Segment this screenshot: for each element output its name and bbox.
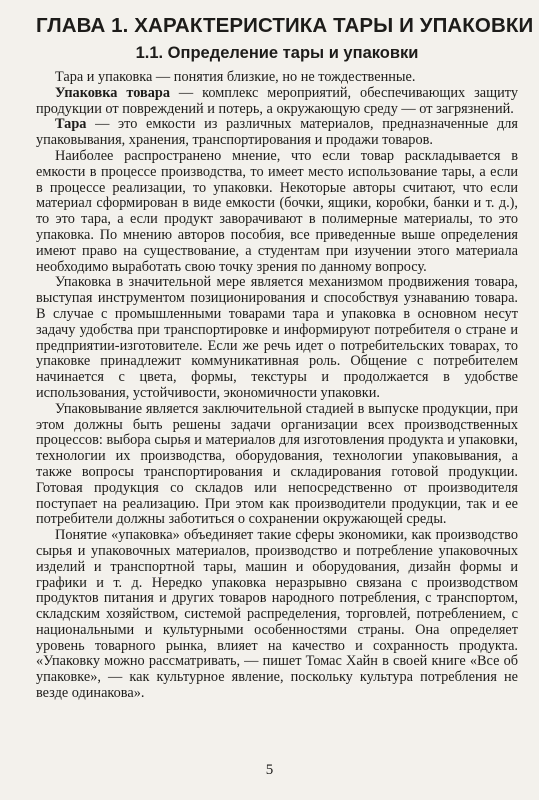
paragraph-text: Наиболее распространено мнение, что если товар раскладывается в емкости в процессе производства, то имеет место использование тары, а если в процессе реализации, то упаковки. Некоторые авторы считают, что если материал сформирован в виде емкости (бочки, ящики, коробки, банки и т. д.), то это тара, а если продукт заворачивают в полимерные материалы, то это упаковка. По мнению авторов пособия, все приведенные выше определения имеют право на существование, а студентам при изучении этого материала необходимо выработать свою точку зрения по данному вопросу. (36, 147, 518, 275)
paragraph-text: Тара и упаковка — понятия близкие, но не тождественные. (55, 69, 416, 85)
paragraph-text: Упаковывание является заключительной стадией в выпуске продукции, при этом должны быть решены задачи организации всех производственных процессов: выбора сырья и материалов для изготовления продукта и упаковки, технологии их производства, оборудования, технологии упаковывания, а также вопросы транспортирования и складирования готовой продукции. Готовая продукция со складов или непосредственно от производителя поступает на реализацию. При этом как производители продукции, так и ее потребители должны заботиться о сохранении окружающей среды. (36, 400, 518, 528)
paragraph-lead-term: Тара (55, 116, 87, 133)
paragraph-lead-term: Упаковка товара (55, 84, 170, 101)
paragraph-text: Понятие «упаковка» объединяет такие сферы экономики, как производство сырья и упаковочных материалов, производство и потребление упаковочных изделий и транспортной тары, машин и оборудования, дизайн формы и графики и т. д. Нередко упаковка неразрывно связана с производством продуктов питания и других товаров народного потребления, с транспортом, складским хозяйством, системой распределения, торговлей, потреблением, с национальными и культурными особенностями страны. Она определяет уровень товарного рынка, влияет на качество и сохранность продукта. «Упаковку можно рассматривать, — пишет Томас Хайн в своей книге «Все об упаковке», — как культурное явление, поскольку культура потребления не везде одинакова». (36, 527, 518, 702)
paragraph (36, 70, 518, 86)
paragraph (36, 275, 518, 401)
paragraph (36, 149, 518, 275)
paragraph (36, 528, 518, 702)
section-title: 1.1. Определение тары и упаковки (135, 44, 419, 62)
page-number: 5 (265, 762, 274, 778)
chapter-title: ГЛАВА 1. ХАРАКТЕРИСТИКА ТАРЫ И УПАКОВКИ (36, 14, 534, 37)
paragraph (36, 402, 518, 528)
paragraph (36, 86, 518, 118)
paragraph-text: Упаковка в значительной мере является механизмом продвижения товара, выступая инструментом позиционирования и способствуя узнаванию товара. В случае с промышленными товарами тара и упаковка в основном несут задачу удобства при транспортировке и информируют потребителя о стране и предприятии-изготовителе. Если же речь идет о потребительских товарах, то упаковке принадлежит коммуникативная роль. Общение с потребителем начинается с цвета, формы, текстуры и продолжается в удобстве использования, устойчивости, экономичности упаковки. (36, 274, 518, 401)
paragraph-text: — это емкости из различных материалов, предназначенные для упаковывания, хранения, транспортирования и продажи товаров. (36, 116, 518, 149)
body-text (36, 70, 518, 702)
paragraph (36, 117, 518, 149)
paragraph-text: — комплекс мероприятий, обеспечивающих защиту продукции от повреждений и потерь, а окружающую среду — от загрязнений. (36, 84, 518, 117)
